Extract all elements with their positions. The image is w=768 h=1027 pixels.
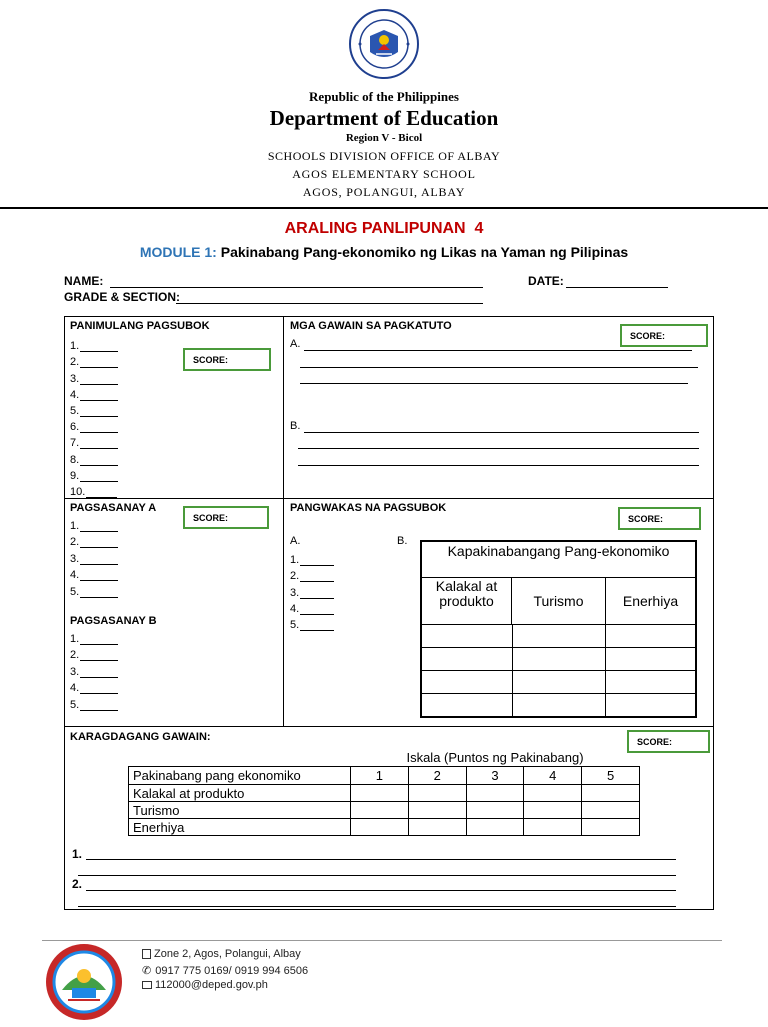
kapakinabangang-table [420, 540, 697, 718]
question-1-line-1[interactable] [86, 859, 676, 860]
scale-cell: 2 [408, 767, 466, 785]
kapakinabangang-title: Kapakinabangang Pang-ekonomiko [422, 542, 695, 578]
rating-cell[interactable] [582, 819, 640, 836]
deped-seal [348, 8, 420, 80]
rating-cell[interactable] [466, 802, 524, 819]
footer-email[interactable]: 112000@deped.gov.ph [155, 979, 268, 991]
table-header [422, 578, 695, 625]
footer-address-row [142, 948, 301, 960]
rating-cell[interactable] [524, 819, 582, 836]
footer-divider [42, 940, 722, 941]
answer-item[interactable]: 3. [290, 582, 334, 598]
subject-title: ARALING PANLIPUNAN 4 [284, 220, 484, 237]
rating-cell[interactable] [524, 802, 582, 819]
division-text: SCHOOLS DIVISION OFFICE OF ALBAY [267, 149, 501, 163]
school-text: AGOS ELEMENTARY SCHOOL [292, 167, 476, 181]
question-1-line-2[interactable] [78, 875, 676, 876]
footer-email-row [142, 979, 268, 991]
header-cell: Kalakal at produkto [422, 578, 512, 624]
table-row [129, 785, 640, 802]
karagdagang-title: KARAGDAGANG GAWAIN: [70, 731, 211, 743]
rating-cell[interactable] [524, 785, 582, 802]
date-label: DATE: [528, 274, 564, 288]
phone-icon: ✆ [142, 965, 152, 977]
grid-row-divider-1 [64, 498, 714, 499]
answer-item[interactable]: 2. [70, 645, 118, 662]
panimulang-score-box[interactable] [183, 348, 271, 371]
iskala-title: Iskala (Puntos ng Pakinabang) [406, 750, 584, 765]
scale-cell: 3 [466, 767, 524, 785]
answer-item[interactable]: 4. [290, 599, 334, 615]
rating-cell[interactable] [466, 785, 524, 802]
question-2-line-2[interactable] [78, 906, 676, 907]
table-row [129, 802, 640, 819]
rating-cell[interactable] [408, 802, 466, 819]
table-body[interactable] [422, 624, 695, 716]
answer-item[interactable]: 5. [70, 694, 118, 711]
name-label: NAME: [64, 274, 104, 288]
module-title: Pakinabang Pang-ekonomiko ng Likas na Yaman ng Pilipinas [220, 244, 629, 260]
module-label: MODULE 1: [139, 244, 217, 260]
score-label: SCORE: [630, 330, 666, 341]
pangwakas-title: PANGWAKAS NA PAGSUBOK [290, 502, 447, 514]
school-logo [44, 942, 124, 1022]
name-line[interactable] [110, 287, 483, 288]
question-1-label: 1. [72, 847, 83, 861]
rating-cell[interactable] [408, 785, 466, 802]
footer-phone-row [142, 964, 308, 977]
rating-cell[interactable] [351, 785, 409, 802]
rating-cell[interactable] [466, 819, 524, 836]
answer-item[interactable]: 5. [70, 401, 118, 417]
iskala-header-label: Pakinabang pang ekonomiko [129, 767, 351, 785]
question-2-line-1[interactable] [86, 890, 676, 891]
gawain-a-line-3[interactable] [300, 383, 688, 384]
gawain-b-label: B. [290, 420, 301, 432]
answer-item[interactable]: 1. [290, 550, 334, 566]
republic-text: Republic of the Philippines [309, 89, 459, 104]
rating-cell[interactable] [582, 802, 640, 819]
footer-address: Zone 2, Agos, Polangui, Albay [154, 948, 301, 960]
score-label: SCORE: [193, 354, 229, 365]
gawain-a-line-1[interactable] [304, 350, 692, 351]
answer-item[interactable]: 3. [70, 368, 118, 384]
pangwakas-list [290, 550, 334, 631]
grade-label: GRADE & SECTION: [64, 290, 181, 304]
answer-item[interactable]: 5. [290, 615, 334, 631]
score-label: SCORE: [193, 512, 229, 523]
answer-item[interactable]: 6. [70, 417, 118, 433]
answer-item[interactable]: 2. [290, 566, 334, 582]
row-label: Enerhiya [129, 819, 351, 836]
scale-cell: 5 [582, 767, 640, 785]
panimulang-title: PANIMULANG PAGSUBOK [70, 320, 210, 332]
footer-phone: 0917 775 0169/ 0919 994 6506 [155, 964, 309, 977]
header-cell: Enerhiya [622, 593, 679, 609]
gawain-b-line-3[interactable] [298, 465, 699, 466]
answer-item[interactable]: 4. [70, 678, 118, 695]
address-text: AGOS, POLANGUI, ALBAY [302, 185, 466, 199]
pagsasanay-a-score-box[interactable] [183, 506, 269, 529]
gawain-b-line-1[interactable] [304, 432, 699, 433]
grid-vertical-divider [283, 316, 284, 726]
pangwakas-b-label: B. [397, 535, 408, 547]
answer-item[interactable]: 1. [70, 628, 118, 645]
scale-cell: 1 [351, 767, 409, 785]
grid-row-divider-2 [64, 726, 714, 727]
answer-item[interactable]: 4. [70, 385, 118, 401]
pagsasanay-a-list [70, 515, 118, 598]
region-text: Region V - Bicol [345, 132, 423, 144]
answer-item[interactable]: 3. [70, 548, 118, 565]
answer-item[interactable]: 9. [70, 466, 118, 482]
panimulang-list [70, 336, 118, 498]
row-label: Turismo [129, 802, 351, 819]
school-logo-icon [44, 942, 124, 1022]
grade-line[interactable] [176, 303, 483, 304]
answer-item[interactable]: 1. [70, 336, 118, 352]
mga-gawain-title: MGA GAWAIN SA PAGKATUTO [290, 320, 452, 332]
gawain-a-line-2[interactable] [300, 367, 698, 368]
rating-cell[interactable] [582, 785, 640, 802]
pagsasanay-b-list [70, 628, 118, 711]
building-icon [142, 949, 151, 959]
rating-cell[interactable] [351, 802, 409, 819]
pagsasanay-a-title: PAGSASANAY A [70, 502, 157, 514]
gawain-b-line-2[interactable] [298, 448, 699, 449]
module-heading [0, 244, 768, 260]
pangwakas-a-label: A. [290, 535, 301, 547]
answer-item[interactable]: 2. [70, 352, 118, 368]
rating-cell[interactable] [408, 819, 466, 836]
date-line[interactable] [566, 287, 668, 288]
gawain-a-label: A. [290, 338, 301, 350]
score-label: SCORE: [637, 736, 673, 747]
pagsasanay-b-title: PAGSASANAY B [70, 615, 157, 627]
iskala-grid [128, 766, 640, 836]
answer-item[interactable]: 2. [70, 532, 118, 549]
question-2-label: 2. [72, 877, 83, 891]
answer-item[interactable]: 4. [70, 565, 118, 582]
scale-cell: 4 [524, 767, 582, 785]
mga-gawain-score-box[interactable] [620, 324, 708, 347]
answer-item[interactable]: 8. [70, 449, 118, 465]
score-label: SCORE: [628, 513, 664, 524]
answer-item[interactable]: 5. [70, 581, 118, 598]
answer-item[interactable]: 3. [70, 661, 118, 678]
department-text: Department of Education [269, 106, 499, 130]
email-icon [142, 981, 152, 989]
seal-icon [348, 8, 420, 80]
answer-item[interactable]: 1. [70, 515, 118, 532]
row-label: Kalakal at produkto [129, 785, 351, 802]
pangwakas-score-box[interactable] [618, 507, 701, 530]
answer-item[interactable]: 10. [70, 482, 118, 498]
rating-cell[interactable] [351, 819, 409, 836]
answer-item[interactable]: 7. [70, 433, 118, 449]
table-row [129, 819, 640, 836]
header-cell: Turismo [512, 578, 606, 624]
header-divider [0, 207, 768, 209]
